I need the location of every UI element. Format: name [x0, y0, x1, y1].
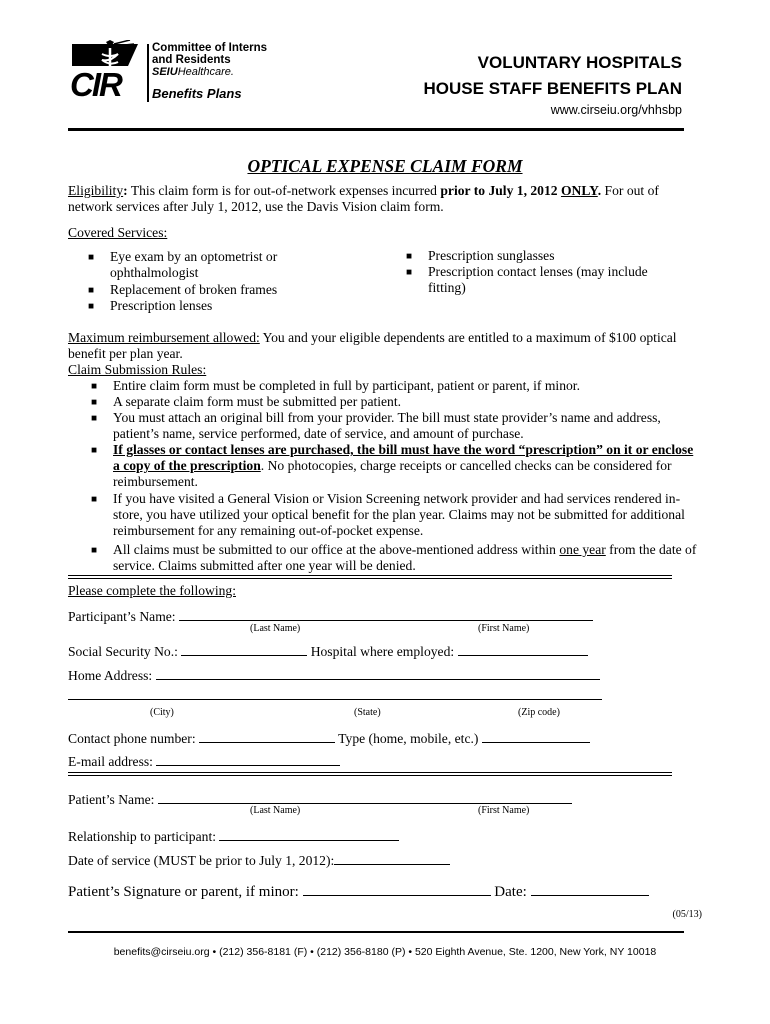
form-title: OPTICAL EXPENSE CLAIM FORM	[247, 156, 523, 176]
rule-prescription-bold: If glasses or contact lenses are purchased, the bill must have the word “prescription” on it or enclose a copy of the prescription	[113, 442, 694, 473]
covered-item: Eye exam by an optometrist or ophthalmologist	[110, 249, 278, 280]
cir-logo	[68, 40, 268, 106]
eligibility-colon: :	[123, 183, 128, 198]
patient-name-input[interactable]	[158, 789, 572, 804]
email-label: E-mail address:	[68, 754, 153, 769]
ssn-label: Social Security No.:	[68, 644, 178, 659]
home-address-input[interactable]	[156, 665, 600, 680]
rule-deadline-b: from the date of service. Claims submitted after one year will be denied.	[113, 542, 697, 573]
relationship-input[interactable]	[219, 826, 399, 841]
bullet-icon: ■	[91, 413, 98, 424]
plan-title-line2: HOUSE STAFF BENEFITS PLAN	[423, 79, 682, 98]
section-divider	[68, 772, 672, 773]
logo-seiu-bold: SEIU	[152, 66, 178, 78]
rule-item-prescription	[113, 442, 703, 490]
rule-prescription-rest: . No photocopies, charge receipts or cancelled checks can be considered for reimbursement.	[113, 458, 672, 489]
bullet-icon: ■	[406, 251, 413, 262]
logo-mark: CIR	[70, 66, 121, 103]
bullet-icon: ■	[91, 397, 98, 408]
eligibility-period: .	[597, 183, 602, 198]
patient-first-name-caption: (First Name)	[478, 805, 530, 816]
bullet-icon: ■	[88, 252, 95, 263]
maximum-text: You and your eligible dependents are entitled to a maximum of $100 optical benefit per plan year.	[68, 330, 677, 361]
rule-item: Entire claim form must be completed in full by participant, patient or parent, if minor.	[113, 378, 580, 393]
bullet-icon: ■	[91, 494, 98, 505]
rule-item: You must attach an original bill from your provider. The bill must state provider’s name and address, patient’s name, service performed, date of service, and amount of purchase.	[113, 410, 661, 441]
logo-org-line2: and Residents	[152, 54, 231, 66]
eligibility-only: ONLY	[560, 183, 598, 198]
eligibility-date: prior to July 1, 2012	[440, 183, 561, 198]
rule-deadline-a: All claims must be submitted to our office at the above-mentioned address within	[113, 542, 560, 557]
rule-deadline-one-year: one year	[559, 542, 606, 557]
phone-row	[68, 728, 590, 747]
relationship-label: Relationship to participant:	[68, 829, 216, 844]
phone-input[interactable]	[199, 728, 335, 743]
eligibility-paragraph	[68, 183, 686, 215]
rule-item: If you have visited a General Vision or Vision Screening network provider and had services rendered in-store, you have utilized your optical benefit for the plan year. Claims may not be submitted for additional reimbursement for any remaining out-of-pocket expense.	[113, 491, 685, 538]
patient-name-label: Patient’s Name:	[68, 792, 155, 807]
phone-type-label: Type (home, mobile, etc.)	[338, 731, 479, 746]
form-revision-code: (05/13)	[672, 909, 702, 920]
date-of-service-row	[68, 850, 450, 869]
participant-name-input[interactable]	[179, 606, 593, 621]
covered-item: Prescription lenses	[110, 298, 213, 313]
eligibility-text1: This claim form is for out-of-network expenses incurred	[127, 183, 441, 198]
bullet-icon: ■	[88, 285, 95, 296]
signature-date-input[interactable]	[531, 881, 649, 896]
bullet-icon: ■	[88, 301, 95, 312]
ssn-input[interactable]	[181, 641, 307, 656]
bullet-icon: ■	[91, 381, 98, 392]
phone-label: Contact phone number:	[68, 731, 196, 746]
covered-item: Replacement of broken frames	[110, 282, 278, 297]
covered-services-heading: Covered Services:	[68, 225, 168, 240]
relationship-row	[68, 826, 399, 845]
section-divider	[68, 578, 672, 579]
date-of-service-input[interactable]	[334, 850, 450, 865]
participant-last-name-caption: (Last Name)	[250, 623, 301, 634]
signature-label: Patient’s Signature or parent, if minor:	[68, 884, 299, 900]
email-input[interactable]	[156, 751, 340, 766]
home-address-row	[68, 665, 600, 684]
header-rule	[68, 128, 684, 131]
ssn-hospital-row	[68, 641, 588, 660]
date-of-service-label: Date of service (MUST be prior to July 1, 2012):	[68, 853, 335, 868]
eligibility-label: Eligibility	[68, 183, 124, 198]
home-address-label: Home Address:	[68, 668, 153, 683]
bullet-icon: ■	[406, 267, 413, 278]
footer-contact: benefits@cirseiu.org • (212) 356-8181 (F) • (212) 356-8180 (P) • 520 Eighth Avenue, Ste. 1200, New York, NY 10018	[113, 946, 657, 958]
section-divider	[68, 575, 672, 576]
logo-divider	[147, 44, 149, 102]
logo-seiu	[152, 66, 234, 78]
plan-url[interactable]: www.cirseiu.org/vhhsbp	[550, 103, 682, 117]
email-row	[68, 751, 340, 770]
complete-heading: Please complete the following:	[68, 583, 236, 598]
participant-first-name-caption: (First Name)	[478, 623, 530, 634]
signature-row	[68, 881, 649, 901]
covered-item: Prescription contact lenses (may include fitting)	[428, 264, 648, 295]
plan-title-line1: VOLUNTARY HOSPITALS	[477, 53, 682, 72]
city-caption: (City)	[150, 707, 174, 718]
bullet-icon: ■	[91, 545, 98, 556]
maximum-paragraph	[68, 330, 694, 362]
covered-item: Prescription sunglasses	[428, 248, 555, 263]
footer-rule	[68, 931, 684, 933]
participant-name-label: Participant’s Name:	[68, 609, 176, 624]
logo-seiu-healthcare: Healthcare.	[177, 66, 234, 78]
bullet-icon: ■	[91, 445, 98, 456]
rule-item-deadline	[113, 542, 703, 574]
maximum-label: Maximum reimbursement allowed:	[68, 330, 260, 345]
rule-item: A separate claim form must be submitted per patient.	[113, 394, 402, 409]
patient-last-name-caption: (Last Name)	[250, 805, 301, 816]
hospital-label: Hospital where employed:	[310, 644, 455, 659]
state-caption: (State)	[354, 707, 381, 718]
logo-org-line1: Committee of Interns	[152, 42, 268, 54]
hospital-input[interactable]	[458, 641, 588, 656]
signature-date-label: Date:	[494, 884, 527, 900]
zip-caption: (Zip code)	[518, 707, 560, 718]
rules-heading: Claim Submission Rules:	[68, 362, 207, 377]
section-divider	[68, 775, 672, 776]
logo-tagline: Benefits Plans	[152, 86, 242, 101]
address-line2-input[interactable]	[68, 699, 602, 700]
phone-type-input[interactable]	[482, 728, 590, 743]
eligibility-text2: For out of network services after July 1, 2012, use the Davis Vision claim form.	[68, 183, 659, 214]
signature-input[interactable]	[303, 881, 491, 896]
